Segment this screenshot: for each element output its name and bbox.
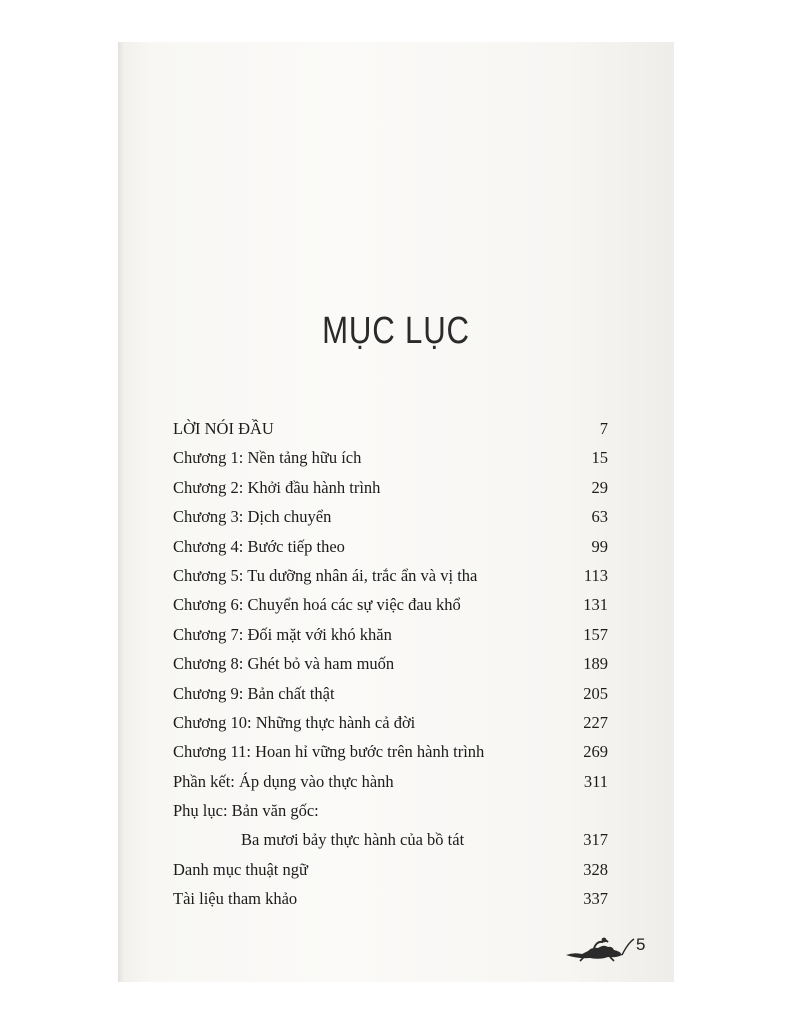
toc-page-number: 113 [583,565,608,585]
toc-label: Chương 9: Bản chất thật [173,683,335,703]
toc-label: Phụ lục: Bản văn gốc: [173,801,319,821]
toc-page-number: 337 [583,889,608,909]
toc-page-number: 189 [583,654,608,674]
toc-row-chapter-11[interactable] [173,737,608,766]
toc-row-chapter-9[interactable] [173,679,608,708]
toc-label: Danh mục thuật ngữ [173,859,308,879]
toc-label: Chương 5: Tu dưỡng nhân ái, trắc ẩn và vị tha [173,565,478,585]
toc-row-glossary[interactable] [173,855,608,884]
toc-row-chapter-10[interactable] [173,708,608,737]
toc-page-number: 311 [583,771,608,791]
toc-label: LỜI NÓI ĐẦU [173,419,274,438]
toc-row-chapter-2[interactable] [173,473,608,502]
toc-row-chapter-3[interactable] [173,502,608,531]
toc-page-number: 7 [599,419,608,438]
toc-page-number: 29 [591,477,608,497]
toc-row-chapter-6[interactable] [173,590,608,619]
toc-page-number: 269 [583,742,608,762]
page-title: MỤC LỤC [322,310,470,352]
toc-row-chapter-4[interactable] [173,532,608,561]
toc-row-appendix[interactable] [173,796,608,825]
toc-page-number: 227 [583,712,608,732]
toc-page-number: 157 [583,624,608,644]
toc-page-number: 205 [583,683,608,703]
toc-page-number: 131 [583,595,608,615]
toc-label: Ba mươi bảy thực hành của bồ tát [241,830,465,850]
toc-page-number: 99 [591,536,608,556]
toc-label: Chương 10: Những thực hành cả đời [173,712,416,732]
toc-label: Chương 11: Hoan hỉ vững bước trên hành trình [173,742,485,762]
toc-label: Chương 7: Đối mặt với khó khăn [173,624,392,644]
table-of-contents [173,414,608,914]
toc-label: Chương 2: Khởi đầu hành trình [173,477,381,497]
rider-ornament-icon [564,933,636,963]
toc-label: Phần kết: Áp dụng vào thực hành [173,771,394,791]
page-folio [564,933,654,963]
toc-row-appendix-sub[interactable] [173,825,608,854]
toc-row-preface[interactable] [173,414,608,443]
book-page [118,42,674,982]
toc-label: Chương 6: Chuyển hoá các sự việc đau khổ [173,595,461,615]
toc-row-references[interactable] [173,884,608,913]
toc-label: Chương 8: Ghét bỏ và ham muốn [173,654,395,674]
page-gutter [118,42,124,982]
toc-page-number: 328 [583,859,608,879]
toc-row-chapter-5[interactable] [173,561,608,590]
toc-label: Chương 3: Dịch chuyển [173,507,332,527]
toc-page-number: 63 [591,507,608,527]
toc-row-chapter-7[interactable] [173,620,608,649]
toc-row-conclusion[interactable] [173,767,608,796]
toc-label: Chương 1: Nền tảng hữu ích [173,448,362,468]
toc-page-number: 15 [591,448,608,468]
toc-label: Chương 4: Bước tiếp theo [173,536,345,556]
toc-row-chapter-1[interactable] [173,443,608,472]
toc-row-chapter-8[interactable] [173,649,608,678]
page-number: 5 [636,935,646,954]
toc-page-number: 317 [583,830,608,850]
toc-label: Tài liệu tham khảo [173,889,298,909]
